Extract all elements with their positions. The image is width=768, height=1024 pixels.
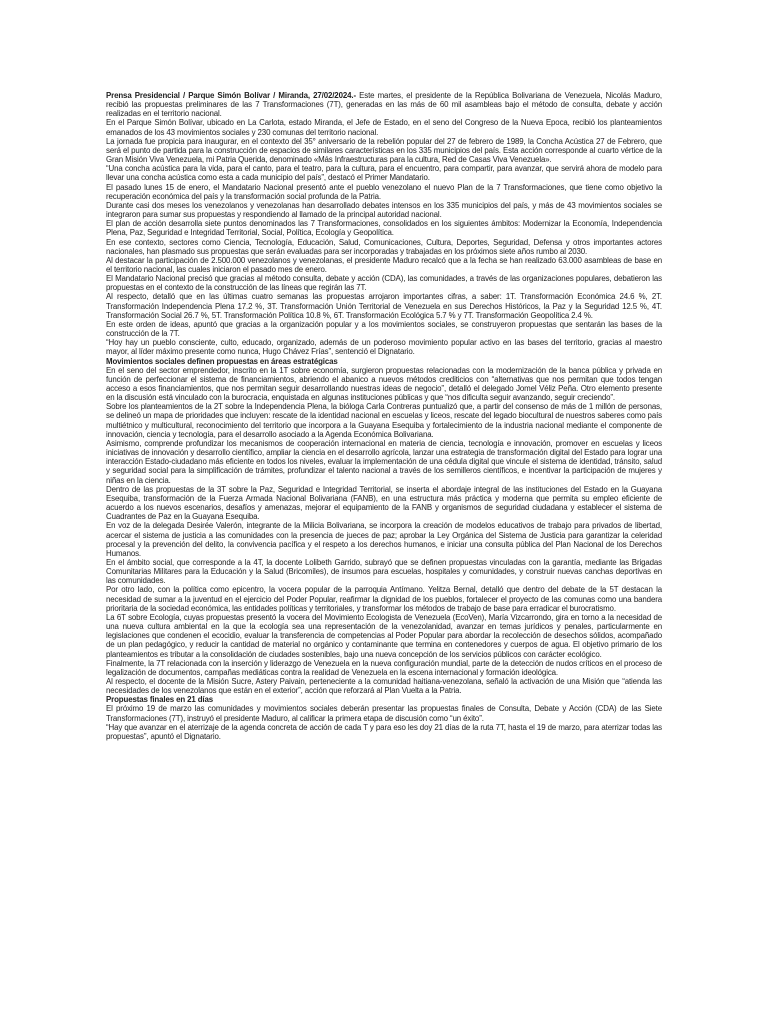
paragraph: Durante casi dos meses los venezolanos y venezolanas han desarrollado debates intensos en los 335 municipios del país, y más de 43 movimientos sociales se integraron para sumar sus propuestas y respondiendo al llamado de la principal autoridad nacional. — [106, 200, 662, 220]
paragraph: La 6T sobre Ecología, cuyas propuestas presentó la vocera del Movimiento Ecologista de Venezuela (EcoVen), María Vizcarrondo, gira en torno a la necesidad de una nueva cultura ambiental en la que la ecología sea una representación de la venezolanidad, avanzar en temas jurídicos y penales, particularmente en legislaciones que condenen el ecocidio, evaluar la transferencia de competencias al Poder Popular para abordar la recolección de desechos sólidos, acompañado de un plan pedagógico, y reducir la cantidad de material no orgánico y contaminante que termina en contenedores y cuerpos de agua. El objetivo primario de los planteamientos es tributar a la consolidación de ciudades sostenibles, bajo una nueva concepción de los servicios públicos con carácter ecológico. — [106, 612, 662, 659]
paragraph: Dentro de las propuestas de la 3T sobre la Paz, Seguridad e Integridad Territorial, se inserta el abordaje integral de las instituciones del Estado en la Guayana Esequiba, transformación de la Fuerza Armada Nacional Bolivariana (FANB), en una estructura más práctica y moderna que permita su empleo eficiente de acuerdo a los nuevos escenarios, desafíos y amenazas, mejorar el equipamiento de la FANB y organismos de seguridad ciudadana y establecer el sistema de Cuadrantes de Paz en la Guayana Esequiba. — [106, 484, 662, 522]
dateline: Prensa Presidencial / Parque Simón Bolívar / Miranda, 27/02/2024.- — [106, 91, 356, 100]
paragraph: Por otro lado, con la política como epicentro, la vocera popular de la parroquia Antímano. Yelitza Bernal, detalló que dentro del debate de la 5T destacan la necesidad de sumar a la juventud en el ejercicio del Poder Popular, reafirmar la dignidad de los pueblos, fortalecer el proyecto de las comunas como una bandera prioritaria de la sociedad económica, las entidades políticas y territoriales, y transformar los métodos de trabajo de base para erradicar el burocratismo. — [106, 585, 662, 613]
paragraph: “Una concha acústica para la vida, para el canto, para el teatro, para la cultura, para el encuentro, para compartir, para avanzar, que servirá ahora de modelo para llevar una concha acústica como esta a cada municipio del país”, destacó el Primer Mandatario. — [106, 164, 662, 183]
lead-paragraph — [106, 91, 662, 118]
section-heading-final-proposals: Propuestas finales en 21 días — [106, 695, 214, 705]
paragraph: En voz de la delegada Desirée Valerón, integrante de la Milicia Bolivariana, se incorpora la creación de modelos educativos de trabajo para privados de libertad, acercar el sistema de justicia a las comunidades con la presencia de jueces de paz; aprobar la Ley Orgánica del Sistema de Justicia para garantizar la celeridad procesal y la prevención del delito, la convivencia pacífica y el respeto a los derechos humanos, e iniciar una consulta pública del Plan Nacional de los Derechos Humanos. — [106, 521, 662, 558]
paragraph: Al respecto, detalló que en las últimas cuatro semanas las propuestas arrojaron importantes cifras, a saber: 1T. Transformación Económica 24.6 %, 2T. Transformación Independencia Plena 17.2 %, 3T. Transformación Unión Territorial de Venezuela en sus Derechos Históricos, la Paz y la Seguridad 12.5 %, 4T. Transformación Social 26.7 %, 5T. Transformación Política 10.8 %, 6T. Transformación Ecológica 5.7 % y 7T. Transformación Geopolítica 2.4 %. — [106, 292, 662, 320]
press-release-document — [106, 91, 662, 741]
paragraph: Sobre los planteamientos de la 2T sobre la Independencia Plena, la bióloga Carla Contreras puntualizó que, a partir del consenso de más de 1 millón de personas, se delineó un mapa de prioridades que incluyen: rescate de la identidad nacional en escuelas y liceos, rescate del legado biocultural de nuestros saberes como país multiétnico y multicultural, reconocimiento del territorio que incorpora a la Guayana Esequiba y fortalecimiento de la industria nacional mediante el componente de innovación, ciencia y tecnología, para el desarrollo asociado a la Agenda Económica Bolivariana. — [106, 402, 662, 439]
paragraph: Al destacar la participación de 2.500.000 venezolanos y venezolanas, el presidente Maduro recalcó que a la fecha se han realizado 63.000 asambleas de base en el territorio nacional, las cuales iniciaron el pasado mes de enero. — [106, 255, 662, 274]
paragraph: “Hoy hay un pueblo consciente, culto, educado, organizado, además de un poderoso movimiento popular activo en las bases del territorio, gracias al maestro mayor, al líder máximo presente como nunca, Hugo Chávez Frías”, sentenció el Dignatario. — [106, 338, 662, 357]
paragraph: El pasado lunes 15 de enero, el Mandatario Nacional presentó ante el pueblo venezolano el nuevo Plan de la 7 Transformaciones, que tiene como objetivo la recuperación económica del país y la transformación social profunda de la Patria. — [106, 182, 662, 201]
paragraph: En el Parque Simón Bolívar, ubicado en La Carlota, estado Miranda, el Jefe de Estado, en el seno del Congreso de la Nueva Epoca, recibió los planteamientos emanados de los 43 movimientos sociales y 230 comunas del territorio nacional. — [106, 118, 662, 137]
paragraph: Al respecto, el docente de la Misión Sucre, Astery Paivain, perteneciente a la comunidad haitiana-venezolana, señaló la activación de una Misión que “atienda las necesidades de los venezolanos que están en el exterior”, acción que reforzará al Plan Vuelta a la Patria. — [106, 677, 662, 696]
paragraph: El Mandatario Nacional precisó que gracias al método consulta, debate y acción (CDA), las comunidades, a través de las organizaciones populares, debatieron las propuestas en el contexto de la construcción de las líneas que regirán las 7T. — [106, 274, 662, 293]
paragraph: “Hay que avanzar en el aterrizaje de la agenda concreta de acción de cada T y para eso les doy 21 días de la ruta 7T, hasta el 19 de marzo, para aterrizar todas las propuestas”, apuntó el Dignatario. — [106, 722, 662, 741]
paragraph: La jornada fue propicia para inaugurar, en el contexto del 35° aniversario de la rebelión popular del 27 de febrero de 1989, la Concha Acústica 27 de Febrero, que será el punto de partida para la construcción de espacios de similares características en los 335 municipios del país. Esta acción corresponde al cuarto vértice de la Gran Misión Viva Venezuela, mi Patria Querida, denominado «Más Infraestructuras para la cultura, Red de Casas Viva Venezuela». — [106, 136, 662, 165]
paragraph: El próximo 19 de marzo las comunidades y movimientos sociales deberán presentar las propuestas finales de Consulta, Debate y Acción (CDA) de las Siete Transformaciones (7T), instruyó el presidente Maduro, al calificar la primera etapa de discusión como “un éxito”. — [106, 704, 662, 723]
paragraph: En este orden de ideas, apuntó que gracias a la organización popular y a los movimientos sociales, se construyeron propuestas que sentarán las bases de la construcción de la 7T. — [106, 319, 662, 339]
lead-text: Este martes, el presidente de la República Bolivariana de Venezuela, Nicolás Maduro, recibió las propuestas preliminares de las 7 Transformaciones (7T), generadas en las más de 60 mil asambleas bajo el método de consulta, debate y acción realizadas en el territorio nacional. — [106, 91, 662, 119]
section-heading-social-movements: Movimientos sociales definen propuestas en áreas estratégicas — [106, 356, 338, 366]
paragraph: El plan de acción desarrolla siete puntos denominados las 7 Transformaciones, consolidados en los siguientes ámbitos: Modernizar la Economía, Independencia Plena, Paz, Seguridad e Integridad Territorial, Social, Política, Ecología y Geopolítica. — [106, 219, 662, 238]
paragraph: Asimismo, comprende profundizar los mecanismos de cooperación internacional en materia de ciencia, tecnología e innovación, promover en escuelas y liceos iniciativas de innovación y desarrollo científico, ampliar la ciencia en el desarrollo agrícola, lanzar una estrategia de transformación digital del Estado para lograr una interacción Estado-ciudadano más eficiente en todos los niveles, evaluar la implementación de una cédula digital que vincule el sistema de identidad, tránsito, salud y seguridad social para la simplificación de trámites, profundizar el talento nacional a través de los semilleros científicos, e incentivar la participación de mujeres y niñas en la ciencia. — [106, 438, 662, 485]
paragraph: Finalmente, la 7T relacionada con la inserción y liderazgo de Venezuela en la nueva configuración mundial, parte de la detección de nudos críticos en el proceso de legalización de documentos, campañas mediáticas contra la realidad de Venezuela en la escena internacional y formación ideológica. — [106, 658, 662, 677]
paragraph: En el seno del sector emprendedor, inscrito en la 1T sobre economía, surgieron propuestas relacionadas con la modernización de la banca pública y privada en función de perfeccionar el sistema de financiamientos, abriendo el abanico a nuevos métodos crediticios con “alternativas que nos permitan que todos tengan acceso a esos financiamientos, que nos permitan seguir desarrollando nuestras ideas de negocio”, detalló el delegado Jomel Véliz Peña. Otro elemento presente en la discusión está vinculado con la burocracia, enquistada en algunas instituciones públicas y que “nos dificulta seguir avanzando, seguir creciendo”. — [106, 365, 662, 403]
paragraph: En el ámbito social, que corresponde a la 4T, la docente Lolibeth Garrido, subrayó que se definen propuestas vinculadas con la garantía, mediante las Brigadas Comunitarias Militares para la Educación y la Salud (Bricomiles), de insumos para escuelas, hospitales y comunidades, y construir nuevas canchas deportivas en las comunidades. — [106, 557, 662, 586]
paragraph: En ese contexto, sectores como Ciencia, Tecnología, Educación, Salud, Comunicaciones, Cultura, Deportes, Seguridad, Defensa y otros importantes actores nacionales, han plasmado sus propuestas que serán evaluadas para ser incorporadas y trabajadas en los próximos siete años rumbo al 2030. — [106, 237, 662, 256]
